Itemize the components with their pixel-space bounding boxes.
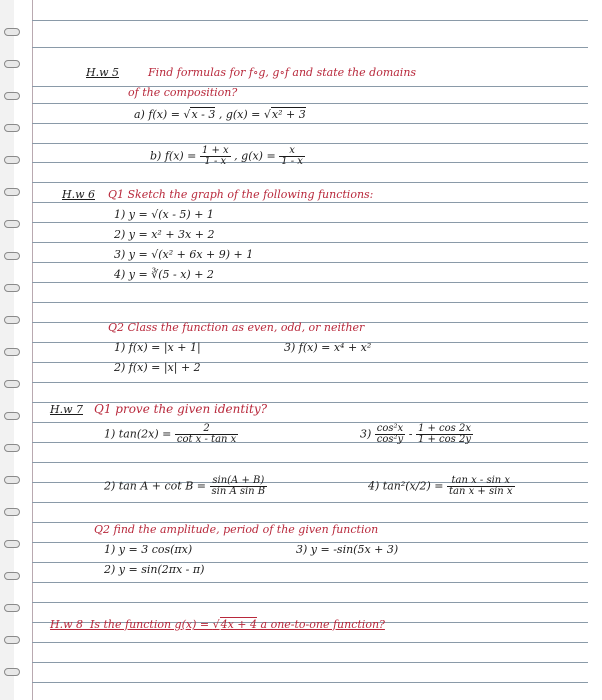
hw5-prompt-line1: Find formulas for f∘g, g∘f and state the domains	[148, 66, 417, 79]
hw5-b-line	[150, 146, 305, 167]
hw8-text-post: a one-to-one function?	[257, 618, 385, 631]
spiral-ring	[4, 348, 20, 356]
spiral-ring	[4, 124, 20, 132]
hw8-text-pre: Is the function g(x) =	[90, 618, 213, 631]
hw8-radicand: 4x + 4	[220, 618, 258, 631]
sqrt-icon: √	[263, 108, 271, 121]
ruled-line	[32, 47, 588, 48]
hw7-identity-4-den: tan x + sin x	[448, 486, 513, 497]
spiral-ring	[4, 476, 20, 484]
hw7-identity-3-den: cos²y	[376, 434, 404, 445]
hw6-item: 2) y = x² + 3x + 2	[114, 228, 215, 241]
ruled-line	[32, 382, 588, 383]
hw7-identity-2-num: sin(A + B)	[210, 476, 268, 487]
hw7-identity-3-num: cos²x	[375, 424, 405, 435]
hw6-q2: Q2 Class the function as even, odd, or neither	[108, 321, 365, 334]
spiral-ring	[4, 60, 20, 68]
hw5-prompt-line2: of the composition?	[128, 86, 238, 99]
hw5-a-f-radicand: x - 3	[191, 108, 216, 121]
ruled-line	[32, 222, 588, 223]
ruled-line	[32, 182, 588, 183]
hw6-item: 3) y = √(x² + 6x + 9) + 1	[114, 248, 254, 261]
hw8-line	[50, 618, 385, 631]
ruled-line	[32, 662, 588, 663]
spiral-ring	[4, 572, 20, 580]
ruled-line	[32, 202, 588, 203]
hw7-q1: Q1 prove the given identity?	[94, 402, 268, 416]
hw7-identity-2-fraction	[210, 476, 268, 497]
hw5-label: H.w 5	[86, 66, 119, 79]
hw7-q2-item: 2) y = sin(2πx - π)	[104, 563, 205, 576]
hw6-q2-item: 3) f(x) = x⁴ + x²	[284, 341, 372, 354]
ruled-line	[32, 302, 588, 303]
hw6-label: H.w 6	[62, 188, 95, 201]
spiral-ring	[4, 636, 20, 644]
hw6-q2-item: 2) f(x) = |x| + 2	[114, 361, 201, 374]
hw5-a-g-label: , g(x) =	[218, 108, 261, 121]
spiral-ring	[4, 444, 20, 452]
hw7-identity-3-label: 3)	[360, 427, 372, 441]
spiral-ring	[4, 92, 20, 100]
ruled-line	[32, 123, 588, 124]
ruled-line	[32, 462, 588, 463]
hw7-identity-1-fraction	[175, 424, 238, 445]
spiral-ring	[4, 412, 20, 420]
ruled-line	[32, 282, 588, 283]
ruled-line	[32, 682, 588, 683]
hw5-b-g-den: 1 - x	[281, 156, 303, 167]
ruled-line	[32, 242, 588, 243]
hw7-q2: Q2 find the amplitude, period of the given function	[94, 523, 379, 536]
hw7-q2-item: 3) y = -sin(5x + 3)	[296, 543, 399, 556]
ruled-line	[32, 582, 588, 583]
sqrt-icon: √	[183, 108, 191, 121]
hw5-a-f-label: a) f(x) =	[134, 108, 180, 121]
hw5-b-f-fraction	[200, 146, 231, 167]
ruled-line	[32, 422, 588, 423]
hw7-label: H.w 7	[50, 403, 83, 416]
spiral-ring	[4, 540, 20, 548]
hw7-identity-4-label: 4) tan²(x/2) =	[368, 479, 444, 493]
spiral-ring	[4, 508, 20, 516]
hw7-identity-3-right-fraction	[416, 424, 473, 445]
hw7-identity-1	[104, 424, 238, 445]
hw6-q1: Q1 Sketch the graph of the following functions:	[108, 188, 374, 201]
hw7-identity-4	[368, 476, 515, 497]
hw7-identity-3-sign: -	[408, 427, 416, 441]
ruled-line	[32, 642, 588, 643]
hw5-b-f-num: 1 + x	[201, 145, 229, 156]
hw7-identity-3-left-fraction	[375, 424, 405, 445]
hw5-b-g-num: x	[279, 146, 305, 157]
hw5-a-line	[134, 108, 306, 121]
ruled-line	[32, 502, 588, 503]
ruled-line	[32, 103, 588, 104]
ruled-line	[32, 262, 588, 263]
spiral-ring	[4, 380, 20, 388]
hw7-identity-3-rnum: 1 + cos 2x	[417, 423, 471, 434]
spiral-ring	[4, 668, 20, 676]
hw7-identity-3	[360, 424, 473, 445]
hw7-q2-item: 1) y = 3 cos(πx)	[104, 543, 193, 556]
spiral-ring	[4, 220, 20, 228]
hw5-b-f-den: 1 - x	[204, 156, 227, 167]
hw5-a-g-radicand: x² + 3	[271, 108, 306, 121]
spiral-ring	[4, 316, 20, 324]
hw7-identity-4-num: tan x - sin x	[447, 476, 515, 487]
hw7-identity-2-den: sin A sin B	[211, 486, 266, 497]
hw5-b-g-label: , g(x) =	[234, 149, 276, 163]
hw7-identity-2-label: 2) tan A + cot B =	[104, 479, 206, 493]
margin-line	[32, 0, 33, 700]
hw5-b-f-label: b) f(x) =	[150, 149, 197, 163]
ruled-line	[32, 143, 588, 144]
sqrt-icon: √	[212, 618, 220, 631]
spiral-ring	[4, 284, 20, 292]
spiral-ring	[4, 156, 20, 164]
hw5-b-g-fraction	[279, 146, 305, 167]
spiral-ring	[4, 28, 20, 36]
ruled-line	[32, 602, 588, 603]
hw7-identity-4-fraction	[447, 476, 515, 497]
spiral-ring	[4, 604, 20, 612]
hw7-identity-2	[104, 476, 267, 497]
spiral-ring	[4, 188, 20, 196]
hw6-q2-item: 1) f(x) = |x + 1|	[114, 341, 201, 354]
hw7-identity-1-label: 1) tan(2x) =	[104, 427, 172, 441]
ruled-line	[32, 20, 588, 21]
hw6-item: 1) y = √(x - 5) + 1	[114, 208, 214, 221]
ruled-line	[32, 162, 588, 163]
hw7-identity-1-num: 2	[175, 424, 238, 435]
ruled-line	[32, 86, 588, 87]
hw7-identity-3-rden: 1 + cos 2y	[417, 434, 471, 445]
hw8-label: H.w 8	[50, 618, 83, 631]
hw7-identity-1-den: cot x - tan x	[176, 434, 237, 445]
spiral-ring	[4, 252, 20, 260]
hw6-item: 4) y = ∛(5 - x) + 2	[114, 268, 214, 281]
